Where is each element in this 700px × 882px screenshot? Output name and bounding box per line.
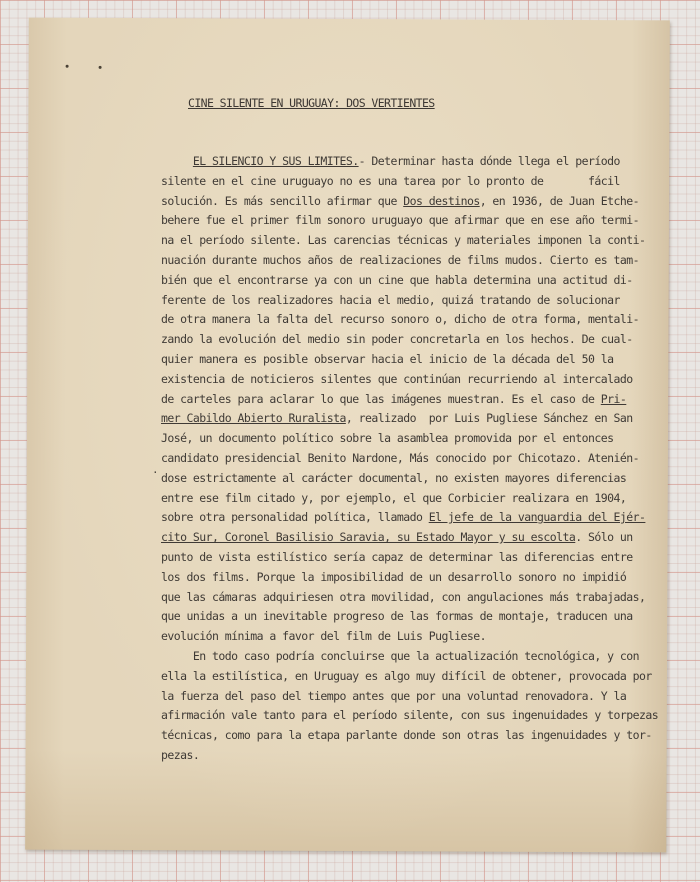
text-segment: existencia de noticieros silentes que continúan recurriendo al intercalado bbox=[161, 371, 633, 386]
text-line bbox=[161, 192, 661, 212]
text-segment: ferente de los realizadores hacia el medio, quizá tratando de solucionar bbox=[161, 292, 620, 307]
text-line bbox=[161, 172, 661, 192]
text-line bbox=[161, 746, 661, 766]
text-segment: evolución mínima a favor del film de Luis Pugliese. bbox=[161, 629, 487, 644]
text-segment: En todo caso podría concluirse que la actualización tecnológica, y con bbox=[161, 648, 640, 663]
text-segment: pezas. bbox=[161, 747, 200, 762]
text-line bbox=[161, 271, 661, 291]
text-line bbox=[161, 667, 661, 687]
staple-hole bbox=[99, 66, 102, 69]
text-segment: sobre otra personalidad política, llamado bbox=[161, 510, 429, 525]
text-line bbox=[161, 588, 661, 608]
text-segment: silente en el cine uruguayo no es una tarea por lo pronto de fácil bbox=[161, 173, 620, 188]
text-line bbox=[161, 449, 661, 469]
text-segment: dose estrictamente al carácter documental, no existen mayores diferencias bbox=[161, 470, 627, 485]
text-segment: los dos films. Porque la imposibilidad de un desarrollo sonoro no impidió bbox=[161, 569, 627, 584]
text-segment bbox=[161, 154, 193, 168]
text-line bbox=[161, 350, 661, 370]
text-line bbox=[161, 330, 661, 350]
text-line bbox=[161, 310, 661, 330]
text-line bbox=[161, 706, 661, 726]
body-text bbox=[161, 152, 661, 766]
text-segment: de otra manera la falta del recurso sonoro o, dicho de otra forma, mentali- bbox=[161, 312, 640, 327]
text-segment: técnicas, como para la etapa parlante donde son otras las ingenuidades y tor- bbox=[161, 728, 652, 743]
text-segment: de carteles para aclarar lo que las imágenes muestran. Es el caso de bbox=[161, 391, 601, 406]
text-segment: na el período silente. Las carencias técnicas y materiales imponen la conti- bbox=[161, 233, 646, 248]
text-line bbox=[161, 627, 661, 647]
text-line bbox=[161, 726, 661, 746]
text-segment: bién que el encontrarse ya con un cine que habla determina una actitud di- bbox=[161, 272, 633, 287]
text-segment: , en 1936, de Juan Etche- bbox=[479, 193, 640, 208]
underlined-text: mer Cabildo Abierto Ruralista bbox=[161, 411, 346, 426]
text-line bbox=[161, 469, 661, 489]
underlined-text: Pri- bbox=[600, 391, 627, 406]
text-line bbox=[161, 291, 661, 311]
text-line bbox=[161, 211, 661, 231]
text-segment: José, un documento político sobre la asamblea promovida por el entonces bbox=[161, 431, 614, 446]
text-line bbox=[161, 528, 661, 548]
text-segment: behere fue el primer film sonoro uruguayo que afirmar que en ese año termi- bbox=[161, 213, 640, 228]
text-segment: zando la evolución del medio sin poder concretarla en los hechos. De cual- bbox=[161, 332, 633, 347]
text-segment: la fuerza del paso del tiempo antes que por una voluntad renovadora. Y la bbox=[161, 688, 627, 703]
text-line bbox=[161, 508, 661, 528]
text-line bbox=[161, 489, 661, 509]
text-segment: solución. Es más sencillo afirmar que bbox=[161, 193, 404, 208]
text-line bbox=[161, 409, 661, 429]
text-segment: , realizado por Luis Pugliese Sánchez en San bbox=[345, 411, 633, 426]
text-line bbox=[161, 568, 661, 588]
text-segment: afirmación vale tanto para el período silente, con sus ingenuidades y torpezas bbox=[161, 708, 659, 723]
text-segment: nuación durante muchos años de realizaciones de films mudos. Cierto es tam- bbox=[161, 252, 640, 267]
text-line bbox=[161, 548, 661, 568]
text-line bbox=[161, 251, 661, 271]
text-segment: . Sólo un bbox=[575, 530, 633, 545]
text-line bbox=[161, 390, 661, 410]
text-segment: que las cámaras adquiriesen otra movilidad, con angulaciones más trabajadas, bbox=[161, 589, 646, 604]
text-segment: quier manera es posible observar hacia el inicio de la década del 50 la bbox=[161, 351, 614, 366]
text-segment: que unidas a un inevitable progreso de las formas de montaje, traducen una bbox=[161, 609, 633, 624]
text-line bbox=[161, 429, 661, 449]
text-segment: punto de vista estilístico sería capaz de determinar las diferencias entre bbox=[161, 549, 633, 564]
underlined-text: cito Sur, Coronel Basilisio Saravia, su Estado Mayor y su escolta bbox=[161, 530, 576, 545]
text-line bbox=[161, 687, 661, 707]
text-segment: entre ese film citado y, por ejemplo, el que Corbicier realizara en 1904, bbox=[161, 490, 627, 505]
text-line bbox=[161, 370, 661, 390]
underlined-text: Dos destinos bbox=[403, 193, 480, 208]
margin-mark: · bbox=[152, 466, 159, 479]
text-line bbox=[161, 231, 661, 251]
underlined-text: EL SILENCIO Y SUS LIMITES. bbox=[192, 154, 359, 168]
text-line bbox=[161, 607, 661, 627]
text-segment: - Determinar hasta dónde llega el período bbox=[358, 154, 620, 168]
underlined-text: El jefe de la vanguardia del Ejér- bbox=[428, 510, 646, 525]
text-line bbox=[161, 152, 661, 172]
staple-hole bbox=[66, 65, 69, 68]
text-segment: candidato presidencial Benito Nardone, Más conocido por Chicotazo. Atenién- bbox=[161, 450, 640, 465]
text-segment: ella la estilística, en Uruguay es algo muy difícil de obtener, provocada por bbox=[161, 668, 652, 683]
text-line bbox=[161, 647, 661, 667]
document-title: CINE SILENTE EN URUGUAY: DOS VERTIENTES bbox=[188, 96, 435, 110]
